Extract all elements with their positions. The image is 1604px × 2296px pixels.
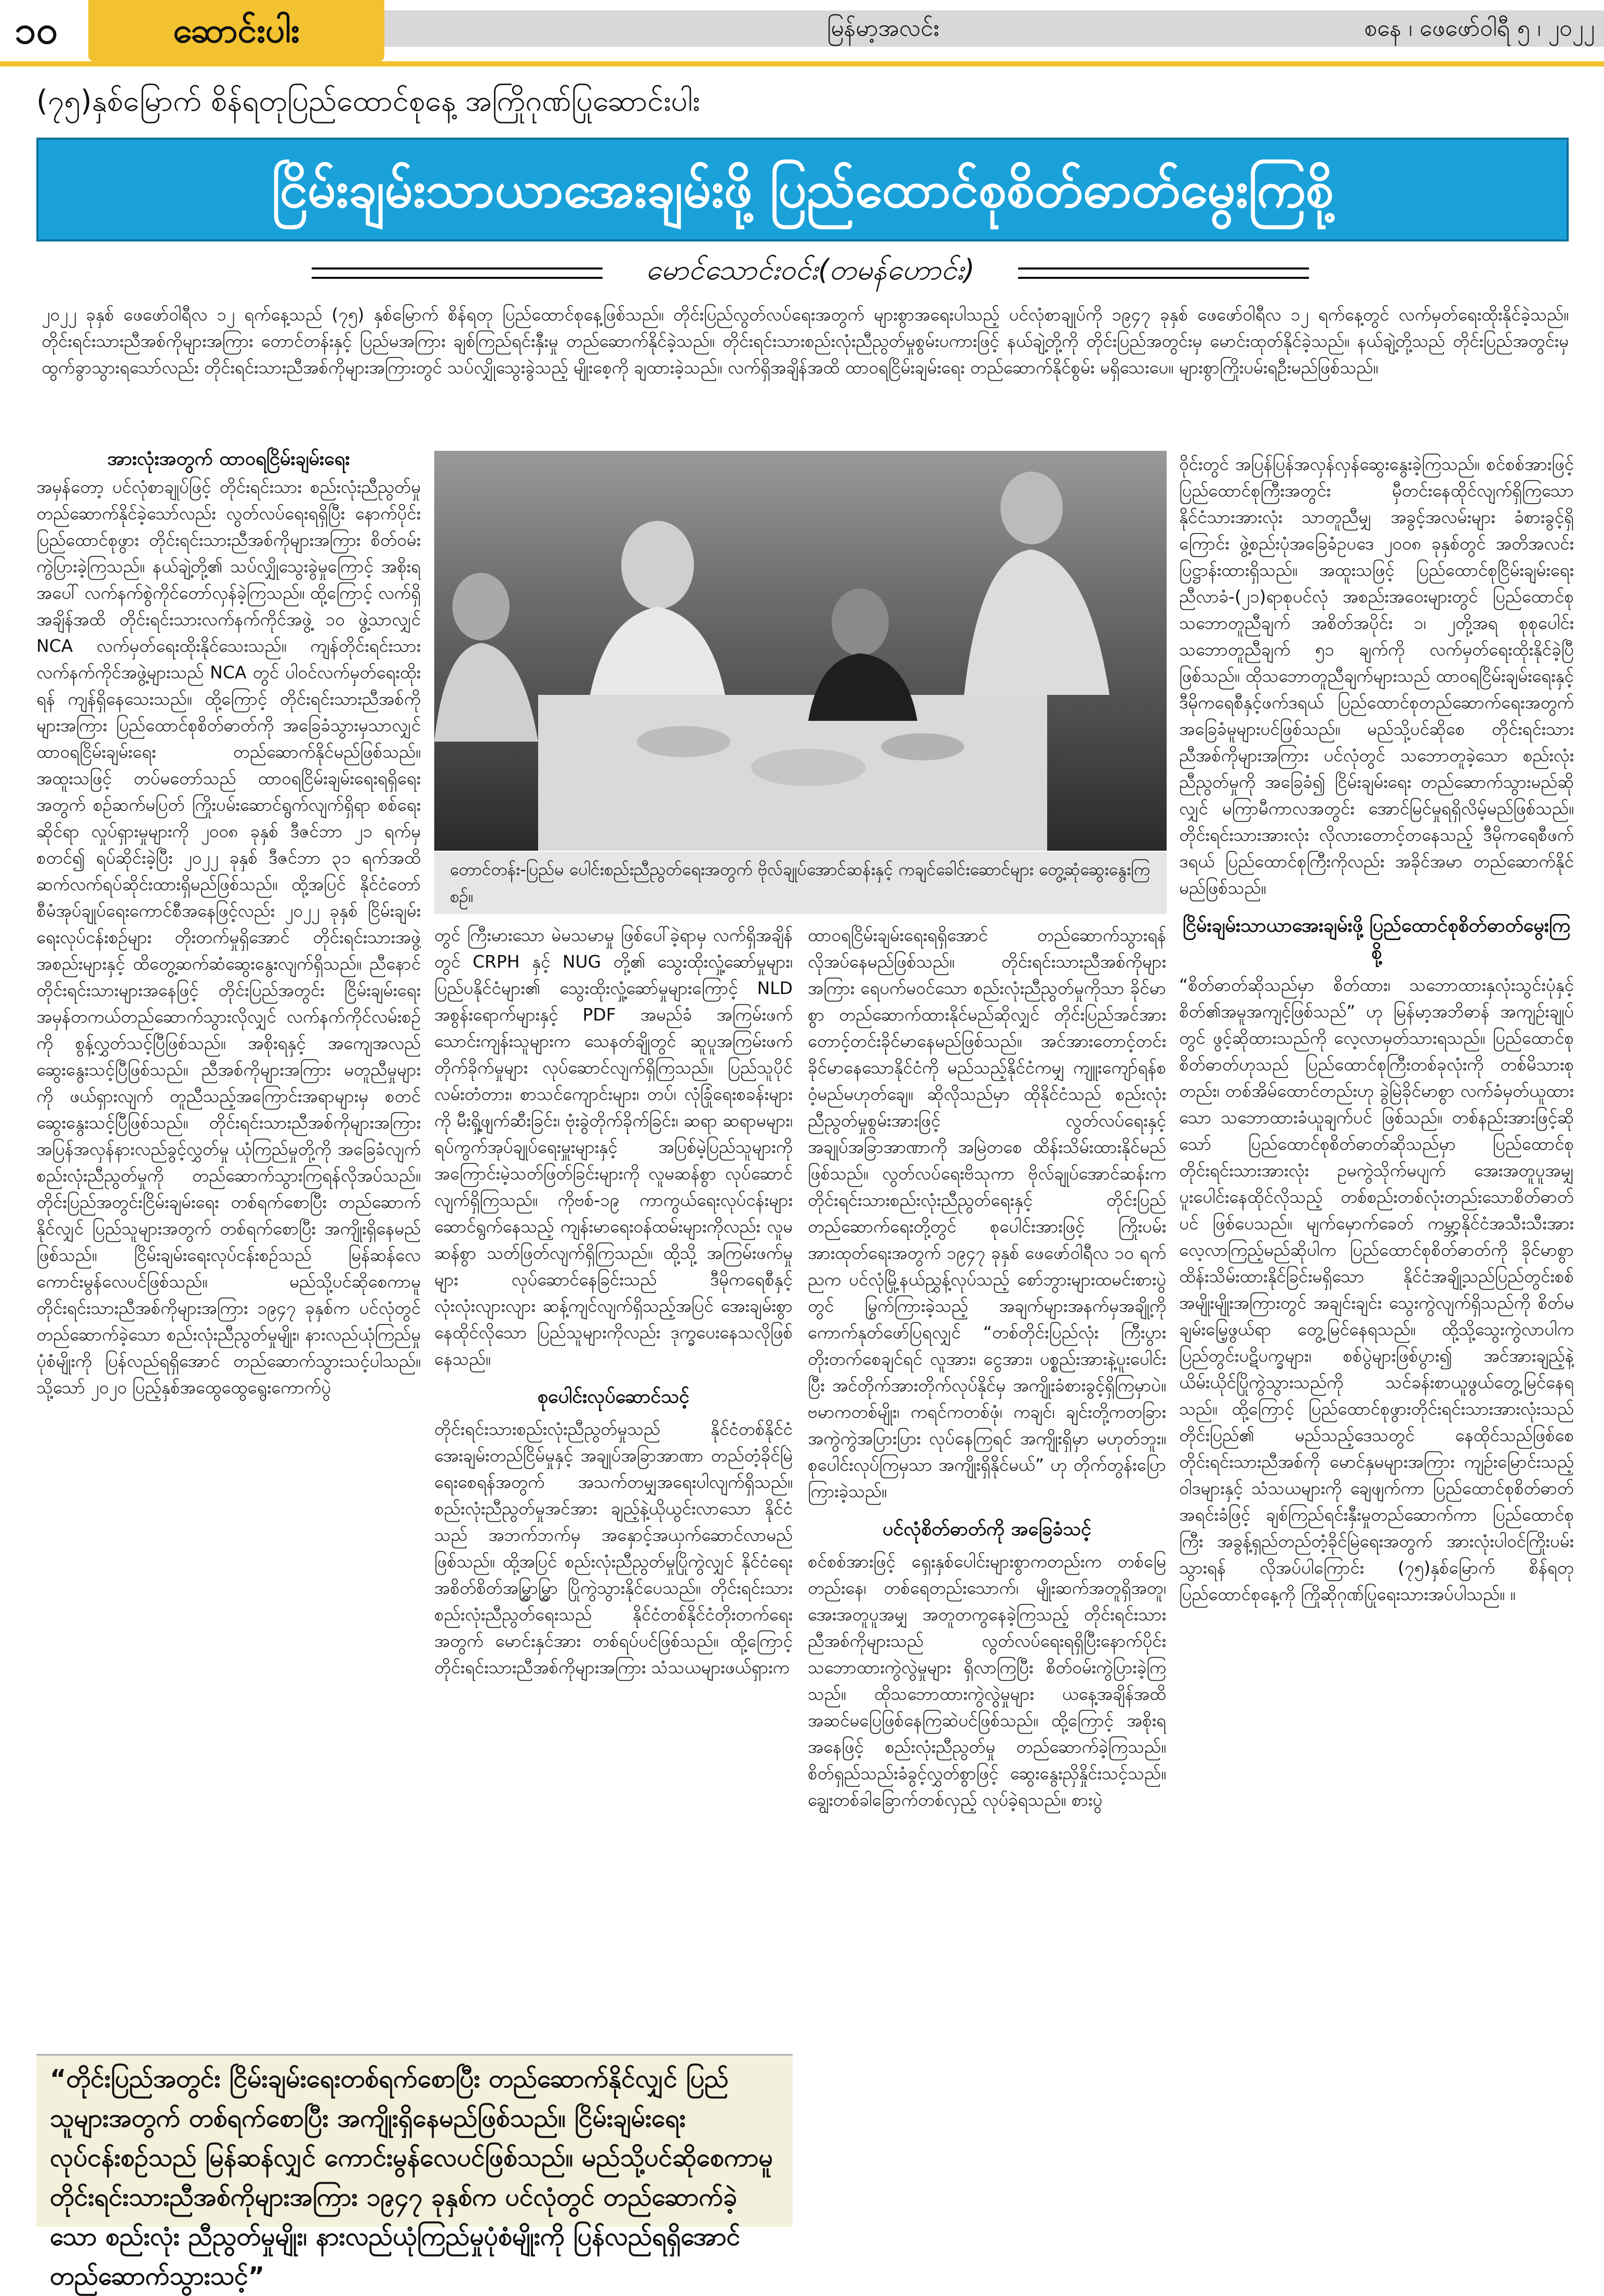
column-3-text-b: စင်စစ်အားဖြင့် ရှေးနှစ်ပေါင်းများစွာကတည်းက တစ်မြေတည်းနေ၊ တစ်ရေတည်းသောက်၊ မျိုးဆက်အတူရှိအတူ၊ အေးအတူပူအမျှ အတူတကွနေခဲ့ကြသည့် တိုင်းရင်းသားညီအစ်ကိုများသည် လွတ်လပ်ရေးရရှိပြီးနောက်ပိုင်း သဘောထားကွဲလွဲမှုများ ရှိလာကြပြီး စိတ်ဝမ်းကွဲပြားခဲ့ကြသည်။ ထိုသဘောထားကွဲလွဲမှုများ ယနေ့အချိန်အထိ အဆင်မပြေဖြစ်နေကြဆဲပင်ဖြစ်သည်။ ထို့ကြောင့် အစိုးရအနေဖြင့် စည်းလုံးညီညွတ်မှု တည်ဆောက်ခဲ့ကြသည်။ စိတ်ရှည်သည်းခံခွင့်လွှတ်စွာဖြင့် ဆွေးနွေးညှိနှိုင်းသင့်သည်။ ချွေးတစ်ခါခြောက်တစ်လှည့် လုပ်ခဲ့ရသည်။ စားပွဲ (808, 1551, 1166, 1810)
article-byline: မောင်သောင်းဝင်း(တမန်ဟောင်း) (646, 253, 975, 286)
paper-name: မြန်မာ့အလင်း (827, 15, 939, 42)
article-lede: ၂၀၂၂ ခုနှစ် ဖေဖော်ဝါရီလ ၁၂ ရက်နေ့သည် (၇၅) နှစ်မြောက် စိန်ရတု ပြည်ထောင်စုနေ့ဖြစ်သည်။ တိုင်းပြည်လွတ်လပ်ရေးအတွက် များစွာအရေးပါသည့် ပင်လုံစာချုပ်ကို ၁၉၄၇ ခုနှစ် ဖေဖော်ဝါရီလ ၁၂ ရက်နေ့တွင် လက်မှတ်ရေးထိုးနိုင်ခဲ့သည်။ တိုင်းရင်းသားညီအစ်ကိုများအကြား တောင်တန်းနှင့် ပြည်မအကြား ချစ်ကြည်ရင်းနှီးမှု တည်ဆောက်နိုင်ခဲ့သည်။ တိုင်းရင်းသားစည်းလုံးညီညွတ်မှုစွမ်းပကားဖြင့် နယ်ချဲ့တို့ကို တိုင်းပြည်အတွင်းမှ မောင်းထုတ်နိုင်ခဲ့သည်။ နယ်ချဲ့တို့သည် တိုင်းပြည်အတွင်းမှ ထွက်ခွာသွားရသော်လည်း တိုင်းရင်းသားညီအစ်ကိုများအကြားတွင် သပ်လျှိုသွေးခွဲသည့် မျိုးစေ့ကို ချထားခဲ့သည်။ လက်ရှိအချိန်အထိ ထာဝရငြိမ်းချမ်းရေး တည်ဆောက်နိုင်စွမ်း မရှိသေးပေ။ များစွာကြိုးပမ်းရဦးမည်ဖြစ်သည်။ (42, 304, 1569, 378)
page-number: ၁၀ (15, 8, 58, 52)
byline-rule-right (1018, 267, 1309, 279)
column-3-text (808, 922, 1166, 2231)
column-4-text-a: ဝိုင်းတွင် အပြန်ပြန်အလှန်လှန်ဆွေးနွေးခဲ့ကြသည်။ စင်စစ်အားဖြင့် ပြည်ထောင်စုကြီးအတွင်း မှီတင်းနေထိုင်လျက်ရှိကြသော နိုင်ငံသားအားလုံး သာတူညီမျှ အခွင့်အလမ်းများ ခံစားခွင့်ရှိကြောင်း ဖွဲ့စည်းပုံအခြေခံဥပဒေ ၂၀၀၈ ခုနှစ်တွင် အတိအလင်း ပြဋ္ဌာန်းထားရှိသည်။ အထူးသဖြင့် ပြည်ထောင်စုငြိမ်းချမ်းရေးညီလာခံ-(၂၁)ရာစုပင်လုံ အစည်းအဝေးများတွင် ပြည်ထောင်စုသဘောတူညီချက် အစိတ်အပိုင်း ၁၊ ၂တို့အရ စုစုပေါင်း သဘောတူညီချက် ၅၁ ချက်ကို လက်မှတ်ရေးထိုးနိုင်ခဲ့ပြီဖြစ်သည်။ ထိုသဘောတူညီချက်များသည် ထာဝရငြိမ်းချမ်းရေးနှင့် ဒီမိုကရေစီနှင့်ဖက်ဒရယ် ပြည်ထောင်စုတည်ဆောက်ရေးအတွက် အခြေခံမူများပင်ဖြစ်သည်။ မည်သို့ပင်ဆိုစေ တိုင်းရင်းသားညီအစ်ကိုများအကြား ပင်လုံတွင် သဘောတူခဲ့သော စည်းလုံးညီညွတ်မှုကို အခြေခံ၍ ငြိမ်းချမ်းရေး တည်ဆောက်သွားမည်ဆိုလျှင် မကြာမီကာလအတွင်း အောင်မြင်မှုရရှိလိမ့်မည်ဖြစ်သည်။ တိုင်းရင်းသားအားလုံး လိုလားတောင့်တနေသည့် ဒီမိုကရေစီဖက်ဒရယ် ပြည်ထောင်စုကြီးကိုလည်း အခိုင်အမာ တည်ဆောက်နိုင်မည်ဖြစ်သည်။ (1179, 454, 1574, 898)
subheading-union-spirit: ငြိမ်းချမ်းသာယာအေးချမ်းဖို့ ပြည်ထောင်စုစိတ်ဓာတ်မွေးကြစို့ (1182, 915, 1571, 963)
subheading-panglong-spirit: ပင်လုံစိတ်ဓာတ်ကို အခြေခံသင့် (882, 1519, 1092, 1540)
pull-quote: “တိုင်းပြည်အတွင်း ငြိမ်းချမ်းရေးတစ်ရက်စောပြီး တည်ဆောက်နိုင်လျှင် ပြည်သူများအတွက် တစ်ရက်စောပြီး အကျိုးရှိနေမည်ဖြစ်သည်။ ငြိမ်းချမ်းရေးလုပ်ငန်းစဉ်သည် မြန်ဆန်လျှင် ကောင်းမွန်လေပင်ဖြစ်သည်။ မည်သို့ပင်ဆိုစေကာမူ တိုင်းရင်းသားညီအစ်ကိုများအကြား ၁၉၄၇ ခုနှစ်က ပင်လုံတွင် တည်ဆောက်ခဲ့သော စည်းလုံး ညီညွတ်မှုမျိုး၊ နားလည်ယုံကြည်မှုပုံစံမျိုးကို ပြန်လည်ရရှိအောင် တည်ဆောက်သွားသင့်” (50, 2064, 773, 2291)
photo-caption: တောင်တန်း-ပြည်မ ပေါင်းစည်းညီညွတ်ရေးအတွက် ဗိုလ်ချုပ်အောင်ဆန်းနှင့် ကချင်ခေါင်းဆောင်များ တွေ့ဆုံဆွေးနွေးကြစဉ်။ (450, 860, 1150, 906)
column-2-text-b: တိုင်းရင်းသားစည်းလုံးညီညွတ်မှုသည် နိုင်ငံတစ်နိုင်ငံ အေးချမ်းတည်ငြိမ်မှုနှင့် အချုပ်အခြာအာဏာ တည်တံ့ခိုင်မြဲရေးစေရန်အတွက် အသက်တမျှအရေးပါလျက်ရှိသည်။ စည်းလုံးညီညွတ်မှုအင်အား ချည့်နဲ့ယိုယွင်းလာသော နိုင်ငံသည် အဘက်ဘက်မှ အနှောင့်အယှက်ဆောင်လာမည်ဖြစ်သည်။ ထို့အပြင် စည်းလုံးညီညွတ်မှုပြိုကွဲလျှင် နိုင်ငံရေး အစိတ်စိတ်အမြွှာမြွှာ ပြိုကွဲသွားနိုင်ပေသည်။ တိုင်းရင်းသားစည်းလုံးညီညွတ်ရေးသည် နိုင်ငံတစ်နိုင်ငံတိုးတက်ရေးအတွက် မောင်းနှင်အား တစ်ရပ်ပင်ဖြစ်သည်။ ထို့ကြောင့် တိုင်းရင်းသားညီအစ်ကိုများအကြား သံသယများဖယ်ရှားက (434, 1419, 793, 1677)
column-4-text (1179, 451, 1574, 2227)
header-rule (0, 61, 1604, 66)
issue-date: စနေ ၊ ဖေဖော်ဝါရီ ၅ ၊ ၂၀၂၂ (1364, 15, 1595, 42)
column-4-text-b: “စိတ်ဓာတ်ဆိုသည်မှာ စိတ်ထား၊ သဘောထားနှလုံးသွင်းပုံနှင့် စိတ်၏အမူအကျင့်ဖြစ်သည်” ဟု မြန်မာ့အဘိဓာန် အကျဉ်းချုပ်တွင် ဖွင့်ဆိုထားသည်ကို လေ့လာမှတ်သားရသည်။ ပြည်ထောင်စုစိတ်ဓာတ်ဟုသည် ပြည်ထောင်စုကြီးတစ်ခုလုံးကို တစ်မိသားစုတည်း၊ တစ်အိမ်ထောင်တည်းဟု ခွဲမြဲခိုင်မာစွာ လက်ခံမှတ်ယူထားသော သဘောထားခံယူချက်ပင် ဖြစ်သည်။ တစ်နည်းအားဖြင့်ဆိုသော် ပြည်ထောင်စုစိတ်ဓာတ်ဆိုသည်မှာ ပြည်ထောင်စုတိုင်းရင်းသားအားလုံး ဥမကွဲသိုက်မပျက် အေးအတူပူအမျှ ပူးပေါင်းနေထိုင်လိုသည့် တစ်စည်းတစ်လုံးတည်းသောစိတ်ဓာတ်ပင် ဖြစ်ပေသည်။ မျက်မှောက်ခေတ် ကမ္ဘာ့နိုင်ငံအသီးသီးအား လေ့လာကြည့်မည်ဆိုပါက ပြည်ထောင်စုစိတ်ဓာတ်ကို ခိုင်မာစွာထိန်းသိမ်းထားနိုင်ခြင်းမရှိသော နိုင်ငံအချို့သည်ပြည်တွင်းစစ်အမျိုးမျိုးအကြားတွင် အချင်းချင်း သွေးကွဲလျက်ရှိသည်ကို စိတ်မချမ်းမြေ့ဖွယ်ရာ တွေ့မြင်နေရသည်။ ထို့သို့သွေးကွဲလာပါက ပြည်တွင်းပဋိပက္ခများ၊ စစ်ပွဲများဖြစ်ပွား၍ အင်အားချည့်နဲ့ ယိမ်းယိုင်ပြိုကွဲသွားသည်ကို သင်ခန်းစာယူဖွယ်တွေ့မြင်နေရသည်။ ထို့ကြောင့် ပြည်ထောင်စုဖွားတိုင်းရင်းသားအားလုံးသည် တိုင်းပြည်၏ မည်သည့်ဒေသတွင် နေထိုင်သည်ဖြစ်စေ တိုင်းရင်းသားညီအစ်ကို မောင်နှမများအကြား ကျဉ်းမြောင်းသည့်ဝါဒများနှင့် သံသယများကို ချေဖျက်ကာ ပြည်ထောင်စုစိတ်ဓာတ်အရင်းခံဖြင့် ချစ်ကြည်ရင်းနှီးမှုတည်ဆောက်ကာ ပြည်ထောင်စုကြီး အခွန့်ရှည်တည်တံ့ခိုင်မြဲရေးအတွက် အားလုံးပါဝင်ကြိုးပမ်းသွားရန် လိုအပ်ပါကြောင်း (၇၅)နှစ်မြောက် စိန်ရတုပြည်ထောင်စုနေ့ကို ကြိုဆိုဂုဏ်ပြုရေးသားအပ်ပါသည်။ ။ (1179, 975, 1574, 1604)
column-3-text-a: ထာဝရငြိမ်းချမ်းရေးရရှိအောင် တည်ဆောက်သွားရန် လိုအပ်နေမည်ဖြစ်သည်။ တိုင်းရင်းသားညီအစ်ကိုများအကြား ရေပက်မဝင်သော စည်းလုံးညီညွတ်မှုကိုသာ ခိုင်မာစွာ တည်ဆောက်ထားနိုင်မည်ဆိုလျှင် တိုင်းပြည်အင်အား တောင့်တင်းခိုင်မာနေမည်ဖြစ်သည်။ အင်အားတောင့်တင်းခိုင်မာနေသောနိုင်ငံကို မည်သည့်နိုင်ငံကမျှ ကျူးကျော်ရန်စဝံ့မည်မဟုတ်ချေ။ ဆိုလိုသည်မှာ ထိုနိုင်ငံသည် စည်းလုံးညီညွတ်မှုစွမ်းအားဖြင့် လွတ်လပ်ရေးနှင့် အချုပ်အခြာအာဏာကို အမြဲတစေ ထိန်းသိမ်းထားနိုင်မည်ဖြစ်သည်။ လွတ်လပ်ရေးဗိသုကာ ဗိုလ်ချုပ်အောင်ဆန်းက တိုင်းရင်းသားစည်းလုံးညီညွတ်ရေးနှင့် တိုင်းပြည်တည်ဆောက်ရေးတို့တွင် စုပေါင်းအားဖြင့် ကြိုးပမ်းအားထုတ်ရေးအတွက် ၁၉၄၇ ခုနှစ် ဖေဖော်ဝါရီလ ၁၀ ရက်ညက ပင်လုံမြို့နယ်ညွှန့်လုပ်သည့် စော်ဘွားများထမင်းစားပွဲတွင် မြွက်ကြားခဲ့သည့် အချက်များအနက်မှအချို့ကို ကောက်နုတ်ဖော်ပြရလျှင် “တစ်တိုင်းပြည်လုံး ကြီးပွားတိုးတက်စေချင်ရင် လူအား၊ ငွေအား၊ ပစ္စည်းအားနဲ့ပူးပေါင်းပြီး အင်တိုက်အားတိုက်လုပ်နိုင်မှ အကျိုးခံစားခွင့်ရှိကြမှာပဲ။ ဗမာကတစ်မျိုး၊ ကရင်ကတစ်ဖုံ၊ ကချင်၊ ချင်းတို့ကတခြား အကွဲကွဲအပြားပြား လုပ်နေကြရင် အကျိုးရှိမှာ မဟုတ်ဘူး။ စုပေါင်းလုပ်ကြမှသာ အကျိုးရှိနိုင်မယ်” ဟု တိုက်တွန်းပြောကြားခဲ့သည်။ (808, 925, 1166, 1501)
subheading-collective-action: စုပေါင်းလုပ်ဆောင်သင့် (537, 1386, 690, 1407)
section-tab: ဆောင်းပါး (88, 0, 384, 61)
column-2-text-a: တွင် ကြီးမားသော မဲမသမာမှု ဖြစ်ပေါ်ခဲ့ရာမှ လက်ရှိအချိန်တွင် CRPH နှင့် NUG တို့၏ သွေးထိုးလှုံ့ဆော်မှုများ၊ ပြည်ပနိုင်ငံများ၏ သွေးထိုးလှုံ့ဆော်မှုများကြောင့် NLD အစွန်းရောက်များနှင့် PDF အမည်ခံ အကြမ်းဖက်သောင်းကျန်းသူများက သေနတ်ချိုတွင် ဆူပူအကြမ်းဖက်တိုက်ခိုက်မှုများ လုပ်ဆောင်လျက်ရှိကြသည်။ ပြည်သူပိုင် လမ်းတံတား၊ စာသင်ကျောင်းများ၊ တပ်၊ လုံခြုံရေးစခန်းများကို မီးရှို့ဖျက်ဆီးခြင်း၊ ဗုံးခွဲတိုက်ခိုက်ခြင်း၊ ဆရာ ဆရာမများ၊ ရပ်ကွက်အုပ်ချုပ်ရေးမှူးများနှင့် အပြစ်မဲ့ပြည်သူများကို အကြောင်းမဲ့သတ်ဖြတ်ခြင်းများကို လူမဆန်စွာ လုပ်ဆောင်လျက်ရှိကြသည်။ ကိုဗစ်-၁၉ ကာကွယ်ရေးလုပ်ငန်းများ ဆောင်ရွက်နေသည့် ကျန်းမာရေးဝန်ထမ်းများကိုလည်း လူမဆန်စွာ သတ်ဖြတ်လျက်ရှိကြသည်။ ထို့သို့ အကြမ်းဖက်မှုများ လုပ်ဆောင်နေခြင်းသည် ဒီမိုကရေစီနှင့် လုံးလုံးလျားလျား ဆန့်ကျင်လျက်ရှိသည့်အပြင် အေးချမ်းစွာနေထိုင်လိုသော ပြည်သူများကိုလည်း ဒုက္ခပေးနေသလိုဖြစ်နေသည်။ (434, 925, 793, 1369)
subheading-lasting-peace: အားလုံးအတွက် ထာဝရငြိမ်းချမ်းရေး (107, 448, 350, 469)
article-kicker: (၇၅)နှစ်မြောက် စိန်ရတုပြည်ထောင်စုနေ့ အကြိုဂုဏ်ပြုဆောင်းပါး (36, 84, 700, 118)
article-photo (434, 451, 1167, 851)
byline-rule-left (312, 267, 603, 279)
photo-illustration (434, 451, 1167, 851)
column-1-text: အမှန်တော့ ပင်လုံစာချုပ်ဖြင့် တိုင်းရင်းသား စည်းလုံးညီညွတ်မှု တည်ဆောက်နိုင်ခဲ့သော်လည်း လွတ်လပ်ရေးရရှိပြီး နောက်ပိုင်း ပြည်ထောင်စုဖွား တိုင်းရင်းသားညီအစ်ကိုများအကြား စိတ်ဝမ်းကွဲပြားခဲ့ကြသည်။ နယ်ချဲ့တို့၏ သပ်လျှိုသွေးခွဲမှုကြောင့် အစိုးရအပေါ် လက်နက်စွဲကိုင်တော်လှန်ခဲ့ကြသည်။ ထို့ကြောင့် လက်ရှိအချိန်အထိ တိုင်းရင်းသားလက်နက်ကိုင်အဖွဲ့ ၁၀ ဖွဲ့သာလျှင် NCA လက်မှတ်ရေးထိုးနိုင်သေးသည်။ ကျန်တိုင်းရင်းသားလက်နက်ကိုင်အဖွဲ့များသည် NCA တွင် ပါဝင်လက်မှတ်ရေးထိုးရန် ကျန်ရှိနေသေးသည်။ ထို့ကြောင့် တိုင်းရင်းသားညီအစ်ကိုများအကြား ပြည်ထောင်စုစိတ်ဓာတ်ကို အခြေခံသွားမှသာလျှင် ထာဝရငြိမ်းချမ်းရေး တည်ဆောက်နိုင်မည်ဖြစ်သည်။ အထူးသဖြင့် တပ်မတော်သည် ထာဝရငြိမ်းချမ်းရေးရရှိရေးအတွက် စဉ်ဆက်မပြတ် ကြိုးပမ်းဆောင်ရွက်လျက်ရှိရာ စစ်ရေးဆိုင်ရာ လှုပ်ရှားမှုများကို ၂၀၀၈ ခုနှစ် ဒီဇင်ဘာ ၂၁ ရက်မှစတင်၍ ရပ်ဆိုင်းခဲ့ပြီး ၂၀၂၂ ခုနှစ် ဒီဇင်ဘာ ၃၁ ရက်အထိ ဆက်လက်ရပ်ဆိုင်းထားရှိမည်ဖြစ်သည်။ ထို့အပြင် နိုင်ငံတော်စီမံအုပ်ချုပ်ရေးကောင်စီအနေဖြင့်လည်း ၂၀၂၂ ခုနှစ် ငြိမ်းချမ်းရေးလုပ်ငန်းစဉ်များ တိုးတက်မှုရှိအောင် တိုင်းရင်းသားအဖွဲ့အစည်းများနှင့် ထိတွေ့ဆက်ဆံဆွေးနွေးလျက်ရှိသည်။ ညီနောင် တိုင်းရင်းသားများအနေဖြင့် တိုင်းပြည်အတွင်း ငြိမ်းချမ်းရေးအမှန်တကယ်တည်ဆောက်သွားလိုလျှင် လက်နက်ကိုင်လမ်းစဉ်ကို စွန့်လွှတ်သင့်ပြီဖြစ်သည်။ အစိုးရနှင့် အကျေအလည် ဆွေးနွေးသင့်ပြီဖြစ်သည်။ ညီအစ်ကိုများအကြား မတူညီမှုများကို ဖယ်ရှားလျက် တူညီသည့်အကြောင်းအရာများမှ စတင်ဆွေးနွေးသင့်ပြီဖြစ်သည်။ တိုင်းရင်းသားညီအစ်ကိုများအကြား အပြန်အလှန်နားလည်ခွင့်လွှတ်မှု ယုံကြည်မှုတို့ကို အခြေခံလျက် စည်းလုံးညီညွတ်မှုကို တည်ဆောက်သွားကြရန်လိုအပ်သည်။ တိုင်းပြည်အတွင်းငြိမ်းချမ်းရေး တစ်ရက်စောပြီး တည်ဆောက်နိုင်လျှင် ပြည်သူများအတွက် တစ်ရက်စောပြီး အကျိုးရှိနေမည်ဖြစ်သည်။ ငြိမ်းချမ်းရေးလုပ်ငန်းစဉ်သည် မြန်ဆန်လေ ကောင်းမွန်လေပင်ဖြစ်သည်။ မည်သို့ပင်ဆိုစေကာမူ တိုင်းရင်းသားညီအစ်ကိုများအကြား ၁၉၄၇ ခုနှစ်က ပင်လုံတွင် တည်ဆောက်ခဲ့သော စည်းလုံးညီညွတ်မှုမျိုး၊ နားလည်ယုံကြည်မှု ပုံစံမျိုးကို ပြန်လည်ရရှိအောင် တည်ဆောက်သွားသင့်ပါသည်။ သို့သော် ၂၀၂၀ ပြည့်နှစ်အထွေထွေရွေးကောက်ပွဲ (36, 477, 421, 1398)
article-headline: ငြိမ်းချမ်းသာယာအေးချမ်းဖို့ ပြည်ထောင်စုစိတ်ဓာတ်မွေးကြစို့ (271, 160, 1334, 219)
